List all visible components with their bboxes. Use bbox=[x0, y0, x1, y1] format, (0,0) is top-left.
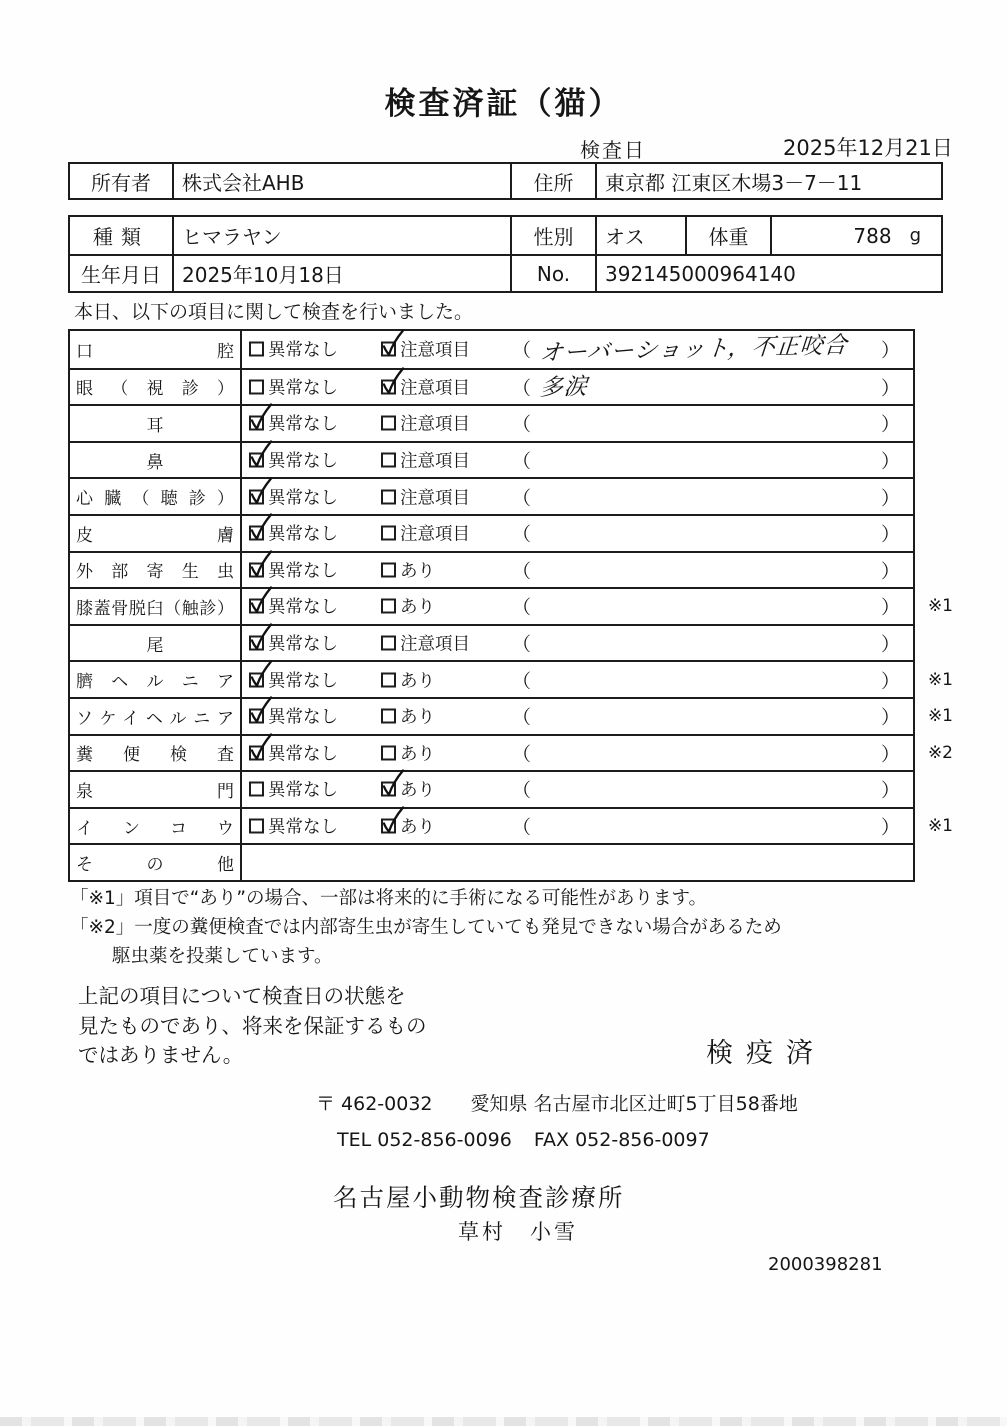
checkbox-label: 注意項目 bbox=[400, 451, 470, 472]
exam-date-value: 2025年12月21日 bbox=[783, 136, 953, 160]
checkbox-icon bbox=[249, 342, 264, 357]
checkbox-unchecked bbox=[381, 704, 435, 729]
checkbox-label: あり bbox=[400, 817, 435, 838]
weight-unit: g bbox=[909, 225, 921, 246]
exam-item-cell bbox=[70, 443, 242, 478]
close-paren: ） bbox=[880, 487, 900, 510]
checkbox-checked bbox=[249, 521, 338, 546]
check-tick-icon bbox=[247, 512, 274, 543]
checkbox-checked bbox=[249, 411, 338, 436]
checkbox-icon bbox=[249, 819, 264, 834]
checkbox-icon bbox=[249, 416, 264, 431]
close-paren: ） bbox=[880, 816, 900, 839]
disclaimer bbox=[78, 982, 427, 1071]
checkbox-icon bbox=[249, 562, 264, 577]
checkbox-icon bbox=[249, 453, 264, 468]
clinic-tel: TEL 052-856-0096 bbox=[337, 1129, 512, 1151]
address-label: 住所 bbox=[512, 164, 597, 198]
checkbox-label: 注意項目 bbox=[400, 378, 470, 399]
open-paren: （ bbox=[512, 377, 532, 400]
checkbox-label: 異常なし bbox=[268, 561, 338, 582]
checkbox-unchecked bbox=[381, 557, 435, 582]
checkbox-label: あり bbox=[400, 780, 435, 801]
checkbox-icon bbox=[249, 672, 264, 687]
checkbox-checked bbox=[381, 777, 435, 802]
exam-item-label: 口腔 bbox=[76, 341, 234, 362]
reference-mark: ※1 bbox=[927, 669, 953, 690]
close-paren: ） bbox=[880, 413, 900, 436]
checkbox-checked bbox=[249, 594, 338, 619]
checkbox-label: 異常なし bbox=[268, 414, 338, 435]
checkbox-label: 注意項目 bbox=[400, 524, 470, 545]
checkbox-label: あり bbox=[400, 597, 435, 618]
checkbox-unchecked bbox=[249, 814, 338, 839]
exam-table-row bbox=[70, 514, 913, 551]
checkbox-checked bbox=[249, 631, 338, 656]
exam-item-cell bbox=[70, 626, 242, 661]
checkbox-label: 異常なし bbox=[268, 597, 338, 618]
owner-value: 株式会社AHB bbox=[174, 164, 512, 198]
clinic-postal-line bbox=[316, 1089, 798, 1116]
checkbox-icon bbox=[381, 416, 396, 431]
checkbox-checked bbox=[381, 337, 470, 362]
checkbox-label: 異常なし bbox=[268, 634, 338, 655]
exam-item-cell bbox=[70, 772, 242, 807]
clinic-fax: FAX 052-856-0097 bbox=[533, 1129, 710, 1151]
reference-mark: ※2 bbox=[927, 742, 953, 763]
breed-label: 種類 bbox=[70, 217, 174, 254]
checkbox-icon bbox=[249, 636, 264, 651]
open-paren: （ bbox=[512, 743, 532, 766]
exam-item-label: 膝蓋骨脱臼（触診） bbox=[76, 598, 234, 619]
checkbox-icon bbox=[381, 709, 396, 724]
exam-item-cell bbox=[70, 809, 242, 844]
number-label: No. bbox=[512, 256, 597, 291]
exam-item-cell bbox=[70, 699, 242, 734]
exam-item-label: 眼（視診） bbox=[76, 379, 234, 400]
checkbox-icon bbox=[381, 745, 396, 760]
check-tick-icon bbox=[247, 585, 274, 616]
exam-item-cell bbox=[70, 370, 242, 405]
disclaimer-line-2: 見たものであり、将来を保証するもの bbox=[78, 1013, 427, 1038]
exam-table-row bbox=[70, 551, 913, 588]
quarantine-stamp: 検疫済 bbox=[706, 1038, 826, 1069]
sex-value: オス bbox=[597, 217, 687, 254]
close-paren: ） bbox=[880, 779, 900, 802]
exam-item-label: 糞便検査 bbox=[76, 745, 234, 766]
check-tick-icon bbox=[247, 658, 274, 689]
check-tick-icon bbox=[247, 622, 274, 653]
exam-item-cell bbox=[70, 479, 242, 514]
close-paren: ） bbox=[880, 633, 900, 656]
checkbox-label: 注意項目 bbox=[400, 488, 470, 509]
checkbox-unchecked bbox=[381, 740, 435, 765]
exam-item-label: 皮膚 bbox=[76, 525, 234, 546]
checkbox-unchecked bbox=[249, 337, 338, 362]
checkbox-label: 異常なし bbox=[268, 378, 338, 399]
checkbox-checked bbox=[249, 667, 338, 692]
checkbox-icon bbox=[249, 599, 264, 614]
checkbox-icon bbox=[381, 453, 396, 468]
exam-table-row bbox=[70, 734, 953, 771]
open-paren: （ bbox=[512, 816, 532, 839]
owner-row bbox=[70, 164, 941, 198]
weight-value: 788 bbox=[853, 223, 892, 248]
exam-table-row bbox=[70, 404, 913, 441]
veterinarian-name: 草村 小雪 bbox=[458, 1220, 578, 1244]
checkbox-unchecked bbox=[381, 484, 470, 509]
exam-table-row bbox=[70, 331, 913, 368]
checkbox-label: 異常なし bbox=[268, 744, 338, 765]
checkbox-checked bbox=[249, 484, 338, 509]
checkbox-icon bbox=[381, 672, 396, 687]
close-paren: ） bbox=[880, 377, 900, 400]
serial-number: 2000398281 bbox=[768, 1254, 883, 1275]
check-tick-icon bbox=[379, 328, 406, 359]
clinic-postal-code: 〒 462-0032 bbox=[316, 1093, 433, 1115]
handwritten-note: 多涙 bbox=[538, 373, 589, 402]
check-tick-icon bbox=[247, 695, 274, 726]
reference-mark: ※1 bbox=[927, 706, 953, 727]
check-tick-icon bbox=[247, 475, 274, 506]
exam-item-cell bbox=[70, 331, 242, 368]
checkbox-label: 異常なし bbox=[268, 817, 338, 838]
checkbox-checked bbox=[249, 557, 338, 582]
exam-table-row bbox=[70, 807, 953, 844]
exam-item-label: 泉門 bbox=[76, 781, 234, 802]
exam-item-cell bbox=[70, 553, 242, 588]
open-paren: （ bbox=[512, 523, 532, 546]
clinic-address: 愛知県 名古屋市北区辻町5丁目58番地 bbox=[470, 1093, 798, 1115]
open-paren: （ bbox=[512, 487, 532, 510]
open-paren: （ bbox=[512, 779, 532, 802]
exam-item-cell bbox=[70, 589, 242, 624]
birthdate-label: 生年月日 bbox=[70, 256, 174, 291]
footnote-1: 「※1」項目で“あり”の場合、一部は将来的に手術になる可能性があります。 bbox=[70, 888, 707, 909]
exam-item-cell bbox=[70, 736, 242, 771]
close-paren: ） bbox=[880, 339, 900, 362]
checkbox-label: 注意項目 bbox=[400, 340, 470, 361]
checkbox-unchecked bbox=[381, 521, 470, 546]
checkbox-icon bbox=[381, 489, 396, 504]
checkbox-label: 異常なし bbox=[268, 451, 338, 472]
open-paren: （ bbox=[512, 413, 532, 436]
exam-table-row bbox=[70, 441, 913, 478]
open-paren: （ bbox=[512, 633, 532, 656]
birth-row bbox=[70, 254, 941, 291]
checkbox-icon bbox=[381, 379, 396, 394]
checkbox-label: 異常なし bbox=[268, 780, 338, 801]
checkbox-unchecked bbox=[381, 667, 435, 692]
open-paren: （ bbox=[512, 596, 532, 619]
exam-table bbox=[68, 329, 953, 882]
footnotes bbox=[70, 884, 782, 971]
checkbox-icon bbox=[249, 782, 264, 797]
close-paren: ） bbox=[880, 596, 900, 619]
checkbox-label: 注意項目 bbox=[400, 634, 470, 655]
check-tick-icon bbox=[247, 439, 274, 470]
check-tick-icon bbox=[247, 402, 274, 433]
exam-item-label: 心臓（聴診） bbox=[76, 489, 234, 510]
checkbox-unchecked bbox=[381, 594, 435, 619]
checkbox-checked bbox=[249, 740, 338, 765]
close-paren: ） bbox=[880, 670, 900, 693]
checkbox-icon bbox=[249, 379, 264, 394]
close-paren: ） bbox=[880, 706, 900, 729]
weight-label: 体重 bbox=[687, 217, 772, 254]
checkbox-unchecked bbox=[381, 411, 470, 436]
clinic-contact-line bbox=[337, 1129, 710, 1151]
pet-info-table bbox=[68, 215, 943, 293]
exam-date-label: 検査日 bbox=[580, 138, 646, 162]
checkbox-label: 異常なし bbox=[268, 340, 338, 361]
exam-table-row bbox=[70, 587, 953, 624]
footnote-2: 「※2」一度の糞便検査では内部寄生虫が寄生していても発見できない場合があるため bbox=[70, 917, 782, 938]
disclaimer-line-1: 上記の項目について検査日の状態を bbox=[78, 984, 406, 1008]
close-paren: ） bbox=[880, 523, 900, 546]
exam-item-label: インコウ bbox=[76, 818, 234, 839]
checkbox-unchecked bbox=[249, 374, 338, 399]
exam-item-cell bbox=[70, 662, 242, 697]
reference-mark: ※1 bbox=[927, 816, 953, 837]
checkbox-icon bbox=[249, 489, 264, 504]
sex-label: 性別 bbox=[512, 217, 597, 254]
exam-table-row bbox=[70, 660, 953, 697]
close-paren: ） bbox=[880, 560, 900, 583]
open-paren: （ bbox=[512, 450, 532, 473]
open-paren: （ bbox=[512, 706, 532, 729]
check-tick-icon bbox=[379, 805, 406, 836]
intro-text: 本日、以下の項目に関して検査を行いました。 bbox=[74, 301, 474, 323]
exam-table-row bbox=[70, 770, 913, 807]
open-paren: （ bbox=[512, 339, 532, 362]
checkbox-label: 注意項目 bbox=[400, 414, 470, 435]
exam-table-row bbox=[70, 843, 913, 880]
weight-value-cell bbox=[772, 217, 941, 254]
clinic-name: 名古屋小動物検査診療所 bbox=[333, 1183, 625, 1212]
checkbox-checked bbox=[249, 704, 338, 729]
checkbox-icon bbox=[381, 636, 396, 651]
document-title: 検査済証（猫） bbox=[384, 86, 623, 122]
exam-table-row bbox=[70, 368, 913, 405]
exam-item-label: 耳 bbox=[146, 415, 164, 436]
checkbox-label: あり bbox=[400, 561, 435, 582]
checkbox-unchecked bbox=[381, 631, 470, 656]
birthdate-value: 2025年10月18日 bbox=[174, 256, 512, 291]
disclaimer-line-3: ではありません。 bbox=[78, 1043, 244, 1067]
close-paren: ） bbox=[880, 743, 900, 766]
exam-item-label: ソケイヘルニア bbox=[76, 708, 234, 729]
exam-table-row bbox=[70, 624, 913, 661]
checkbox-icon bbox=[381, 342, 396, 357]
exam-item-label: 鼻 bbox=[146, 452, 164, 473]
checkbox-checked bbox=[249, 448, 338, 473]
check-tick-icon bbox=[247, 731, 274, 762]
exam-item-cell bbox=[70, 516, 242, 551]
checkbox-label: 異常なし bbox=[268, 671, 338, 692]
footnote-2-continued: 駆虫薬を投薬しています。 bbox=[112, 946, 333, 967]
handwritten-note: オーバーショット，不正咬合 bbox=[538, 332, 849, 367]
checkbox-label: 異常なし bbox=[268, 707, 338, 728]
owner-label: 所有者 bbox=[70, 164, 174, 198]
exam-item-label: その他 bbox=[76, 855, 234, 876]
checkbox-icon bbox=[381, 819, 396, 834]
checkbox-icon bbox=[381, 526, 396, 541]
checkbox-icon bbox=[381, 599, 396, 614]
checkbox-checked bbox=[381, 814, 435, 839]
address-value: 東京都 江東区木場3－7－11 bbox=[605, 170, 863, 195]
reference-mark: ※1 bbox=[927, 596, 953, 617]
exam-item-label: 尾 bbox=[146, 635, 164, 656]
check-tick-icon bbox=[247, 548, 274, 579]
open-paren: （ bbox=[512, 560, 532, 583]
open-paren: （ bbox=[512, 670, 532, 693]
checkbox-icon bbox=[381, 782, 396, 797]
checkbox-icon bbox=[249, 709, 264, 724]
checkbox-icon bbox=[249, 745, 264, 760]
exam-item-cell bbox=[70, 845, 242, 880]
exam-item-cell bbox=[70, 406, 242, 441]
checkbox-icon bbox=[381, 562, 396, 577]
checkbox-label: あり bbox=[400, 744, 435, 765]
checkbox-checked bbox=[381, 374, 470, 399]
number-value: 392145000964140 bbox=[605, 261, 796, 286]
checkbox-unchecked bbox=[381, 448, 470, 473]
check-tick-icon bbox=[379, 365, 406, 396]
scan-edge-artifact bbox=[0, 1417, 1007, 1426]
exam-table-row bbox=[70, 697, 953, 734]
checkbox-label: あり bbox=[400, 671, 435, 692]
exam-item-label: 外部寄生虫 bbox=[76, 562, 234, 583]
breed-row bbox=[70, 217, 941, 254]
check-tick-icon bbox=[379, 768, 406, 799]
checkbox-label: 異常なし bbox=[268, 488, 338, 509]
checkbox-unchecked bbox=[249, 777, 338, 802]
exam-table-row bbox=[70, 477, 913, 514]
close-paren: ） bbox=[880, 450, 900, 473]
breed-value: ヒマラヤン bbox=[174, 217, 512, 254]
checkbox-icon bbox=[249, 526, 264, 541]
checkbox-label: 異常なし bbox=[268, 524, 338, 545]
exam-item-label: 臍ヘルニア bbox=[76, 672, 234, 693]
checkbox-label: あり bbox=[400, 707, 435, 728]
owner-table bbox=[68, 162, 943, 200]
